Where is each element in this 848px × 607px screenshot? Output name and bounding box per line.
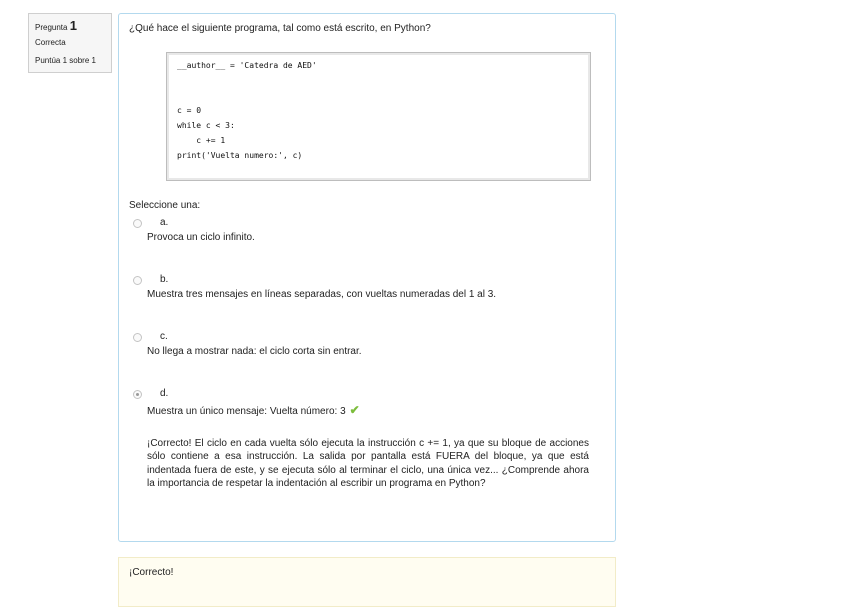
option-letter: c. (160, 331, 168, 342)
radio-button-a[interactable] (133, 219, 142, 228)
radio-button-b[interactable] (133, 276, 142, 285)
code-line: __author__ = 'Catedra de AED' (177, 61, 317, 70)
option-text: Provoca un ciclo infinito. (147, 232, 255, 243)
option-text: Muestra tres mensajes en líneas separadas, con vueltas numeradas del 1 al 3. (147, 289, 497, 300)
option-letter: d. (160, 388, 169, 399)
code-line: while c < 3: (177, 121, 235, 130)
question-number (35, 18, 105, 34)
option-text: No llega a mostrar nada: el ciclo corta sin entrar. (147, 346, 362, 357)
radio-button-d[interactable] (133, 390, 142, 399)
code-block (166, 52, 591, 181)
question-grade: Puntúa 1 sobre 1 (35, 56, 96, 66)
code-line: c = 0 (177, 106, 202, 115)
option-letter: b. (160, 274, 169, 285)
option-letter: a. (160, 217, 169, 228)
question-text: ¿Qué hace el siguiente programa, tal como está escrito, en Python? (129, 23, 431, 34)
question-info-panel (28, 13, 112, 73)
option-text-container (147, 403, 360, 417)
general-feedback: ¡Correcto! (129, 567, 174, 578)
question-label: Pregunta (35, 23, 68, 32)
option-text: Muestra un único mensaje: Vuelta número: 3 (147, 406, 346, 417)
specific-feedback: ¡Correcto! El ciclo en cada vuelta sólo ejecuta la instrucción c += 1, ya que su bloque de acciones sólo contiene a esa instrucción. La salida por pantalla está FUERA del bloque, ya que está indentada fuera de este, y se ejecuta sólo al terminar el ciclo, una única vez... ¿Comprende ahora la importancia de respetar la indentación al escribir un programa en Python? (147, 438, 589, 489)
question-state: Correcta (35, 38, 66, 48)
question-number-value: 1 (69, 18, 77, 33)
check-icon: ✔ (349, 403, 360, 417)
answer-prompt: Seleccione una: (129, 200, 201, 211)
question-formulation (118, 13, 616, 542)
code-line: c += 1 (177, 136, 226, 145)
code-line: print('Vuelta numero:', c) (177, 151, 303, 160)
radio-button-c[interactable] (133, 333, 142, 342)
general-feedback-panel (118, 557, 616, 607)
